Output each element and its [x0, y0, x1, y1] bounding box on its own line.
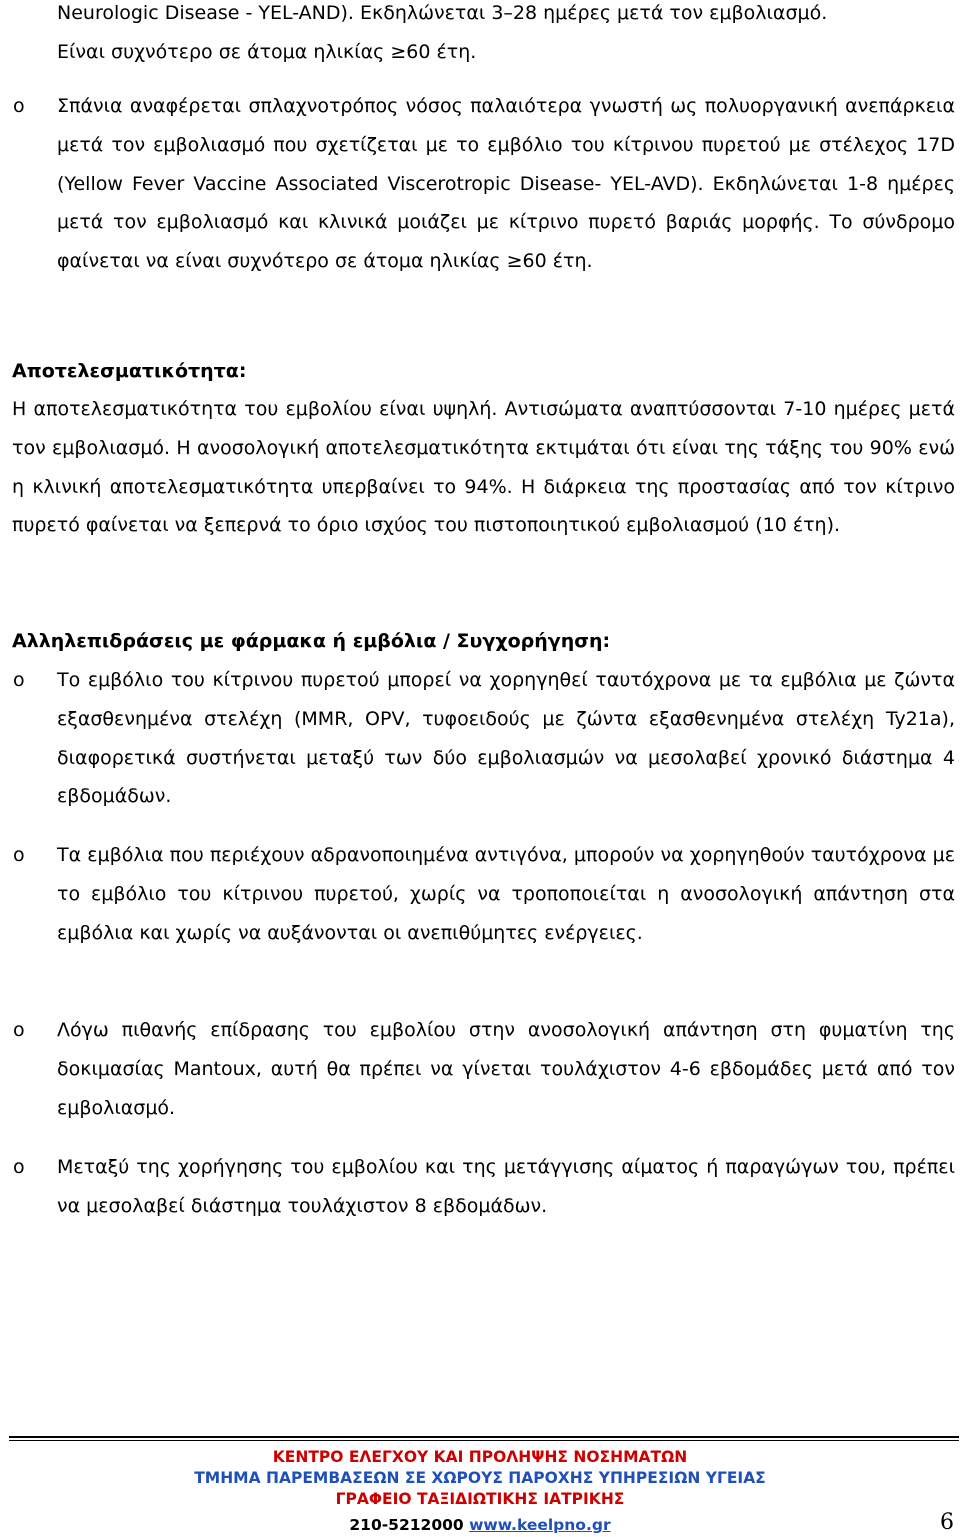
footer-department: ΤΜΗΜΑ ΠΑΡΕΜΒΑΣΕΩΝ ΣΕ ΧΩΡΟΥΣ ΠΑΡΟΧΗΣ ΥΠΗΡΕΣΙΩΝ ΥΓΕΙΑΣ [194, 1469, 766, 1487]
bullet-marker: o [13, 844, 25, 866]
page-number: 6 [940, 1510, 954, 1535]
interaction-text: Τα εμβόλια που περιέχουν αδρανοποιημένα αντιγόνα, μπορούν να χορηγηθούν ταυτόχρονα με το εμβόλιο του κίτρινου πυρετού, χωρίς να τροποποιείται η ανοσολογική απάντηση στα εμβόλια και χωρίς να αυξάνονται οι ανεπιθύμητες ενέργειες. [57, 844, 955, 944]
bullet-marker: o [13, 669, 25, 691]
interactions-heading: Αλληλεπιδράσεις με φάρμακα ή εμβόλια / Συγχορήγηση: [12, 630, 611, 652]
interaction-text: Το εμβόλιο του κίτρινου πυρετού μπορεί να χορηγηθεί ταυτόχρονα με τα εμβόλια με ζώντα εξασθενημένα στελέχη (MMR, OPV, τυφοειδούς με ζώντα εξασθενημένα στελέχη Ty21a), διαφορετικά συστήνεται μεταξύ των δύο εμβολιασμών να μεσολαβεί χρονικό διάστημα 4 εβδομάδων. [57, 669, 955, 808]
bullet-marker: o [13, 1019, 25, 1041]
footer-organization: ΚΕΝΤΡΟ ΕΛΕΓΧΟΥ ΚΑΙ ΠΡΟΛΗΨΗΣ ΝΟΣΗΜΑΤΩΝ [272, 1448, 688, 1466]
footer-phone: 210-5212000 [349, 1516, 464, 1534]
interaction-text: Λόγω πιθανής επίδρασης του εμβολίου στην ανοσολογική απάντηση στη φυματίνη της δοκιμασίας Mantoux, αυτή θα πρέπει να γίνεται τουλάχιστον 4-6 εβδομάδες μετά από τον εμβολιασμό. [57, 1019, 955, 1119]
footer-office: ΓΡΑΦΕΙΟ ΤΑΞΙΔΙΩΤΙΚΗΣ ΙΑΤΡΙΚΗΣ [335, 1490, 625, 1508]
interaction-text: Μεταξύ της χορήγησης του εμβολίου και της μετάγγισης αίματος ή παραγώγων του, πρέπει να μεσολαβεί διάστημα τουλάχιστον 8 εβδομάδων. [57, 1156, 955, 1217]
bullet-marker: o [13, 1156, 25, 1178]
footer-contact [0, 1515, 960, 1535]
footer-divider [9, 1436, 959, 1438]
viscerotropic-text: Σπάνια αναφέρεται σπλαχνοτρόπος νόσος παλαιότερα γνωστή ως πολυοργανική ανεπάρκεια μετά τον εμβολιασμό που σχετίζεται με το εμβόλιο του κίτρινου πυρετού με στέλεχος 17D (Yellow Fever Vaccine Associated Viscerotropic Disease- YEL-AVD). Εκδηλώνεται 1-8 ημέρες μετά τον εμβολιασμό και κλινικά μοιάζει με κίτρινο πυρετό βαριάς μορφής. Το σύνδρομο φαίνεται να είναι συχνότερο σε άτομα ηλικίας ≥60 έτη. [57, 95, 955, 273]
footer-website-link[interactable]: www.keelpno.gr [469, 1516, 611, 1534]
bullet-marker: o [13, 95, 25, 117]
footer-divider-thin [9, 1440, 959, 1441]
effectiveness-heading: Αποτελεσματικότητα: [12, 360, 247, 382]
continuation-line-2: Είναι συχνότερο σε άτομα ηλικίας ≥60 έτη. [57, 41, 477, 63]
effectiveness-text: Η αποτελεσματικότητα του εμβολίου είναι υψηλή. Αντισώματα αναπτύσσονται 7-10 ημέρες μετά τον εμβολιασμό. Η ανοσολογική αποτελεσματικότητα εκτιμάται ότι είναι της τάξης του 90% ενώ η κλινική αποτελεσματικότητα υπερβαίνει το 94%. Η διάρκεια της προστασίας από τον κίτρινο πυρετό φαίνεται να ξεπερνά το όριο ισχύος του πιστοποιητικού εμβολιασμού (10 έτη). [12, 398, 955, 537]
continuation-line-1: Neurologic Disease - YEL-AND). Εκδηλώνεται 3–28 ημέρες μετά τον εμβολιασμό. [57, 2, 828, 24]
